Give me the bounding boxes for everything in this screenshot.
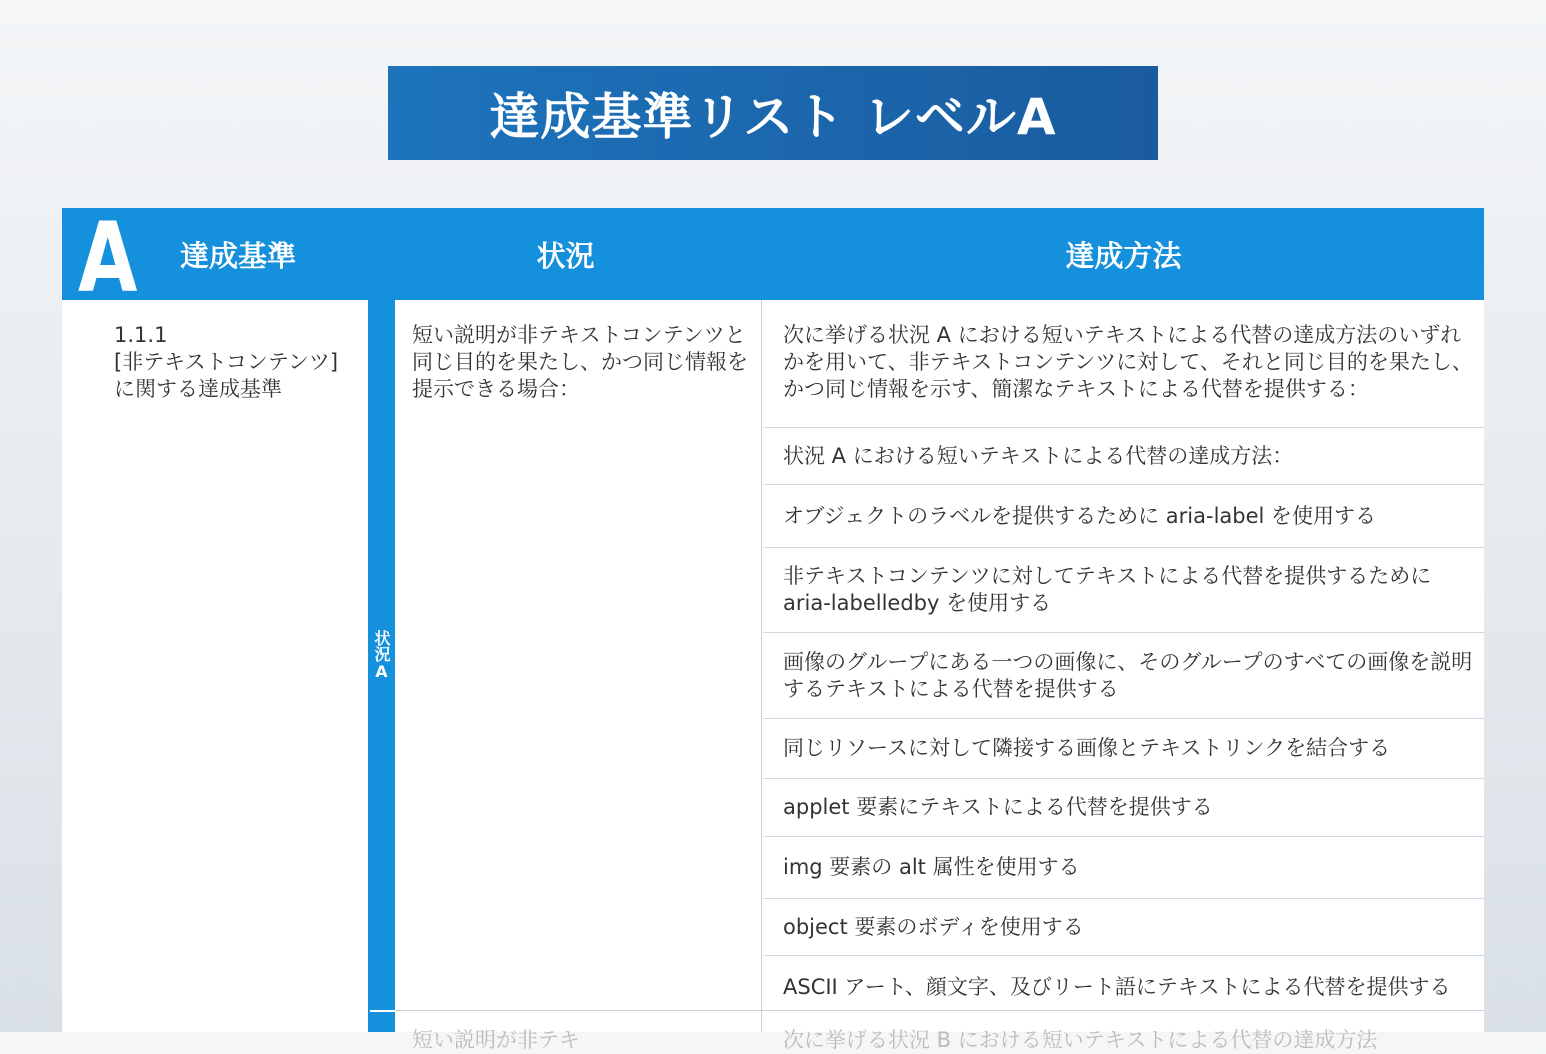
- column-divider: [761, 208, 763, 300]
- method-row: [763, 300, 1484, 428]
- method-row: [763, 428, 1484, 485]
- header-situation-label: 状況: [536, 238, 595, 273]
- method-text: オブジェクトのラベルを提供するために aria-label を使用する: [783, 503, 1377, 528]
- criteria-table: [62, 202, 1484, 1052]
- method-text: 次に挙げる状況 A における短いテキストによる代替の達成方法のいずれかを用いて、非テキストコンテンツに対して、それと同じ目的を果たし、かつ同じ情報を示す、簡潔なテキストによる代替を提供する：: [783, 323, 1473, 401]
- method-row: [763, 899, 1484, 956]
- method-text: 同じリソースに対して隣接する画像とテキストリンクを結合する: [783, 736, 1391, 760]
- method-row: [763, 779, 1484, 837]
- method-text: 画像のグループにある一つの画像に、そのグループのすべての画像を説明するテキストによる代替を提供する: [783, 649, 1473, 701]
- situation-tag-strip: [368, 300, 395, 1010]
- method-text: img 要素の alt 属性を使用する: [783, 855, 1080, 879]
- situation-tag: 状況A: [372, 629, 391, 681]
- method-row: [763, 956, 1484, 1018]
- method-text: object 要素のボディを使用する: [783, 914, 1084, 939]
- header-criterion-label: 達成基準: [179, 238, 296, 273]
- level-letter: A: [78, 202, 138, 314]
- header-criterion: [62, 202, 368, 314]
- column-divider: [761, 300, 762, 1032]
- criterion-text: 1.1.1 [非テキストコンテンツ] に関する達成基準: [114, 323, 339, 401]
- method-text: 状況 A における短いテキストによる代替の達成方法：: [783, 443, 1294, 468]
- page-title-banner: [388, 66, 1158, 160]
- method-text: ASCII アート、顔文字、及びリート語にテキストによる代替を提供する: [783, 974, 1451, 999]
- next-row-situation-partial: 短い説明が非テキ: [412, 1028, 580, 1052]
- method-row: [763, 633, 1484, 719]
- method-row: [763, 548, 1484, 633]
- header-methods: [763, 208, 1484, 300]
- criterion-cell: [114, 322, 354, 403]
- situation-tag-strip-next: [368, 1012, 395, 1032]
- method-row: [763, 485, 1484, 548]
- method-row: [763, 719, 1484, 779]
- method-row: [763, 837, 1484, 899]
- method-text: 非テキストコンテンツに対してテキストによる代替を提供するために aria-labelledby を使用する: [783, 564, 1432, 615]
- row-divider: [395, 1010, 1484, 1011]
- header-methods-label: 達成方法: [1065, 238, 1182, 273]
- situation-cell: [412, 322, 752, 403]
- header-situation: [370, 208, 761, 300]
- method-text: applet 要素にテキストによる代替を提供する: [783, 795, 1213, 819]
- page-title: 達成基準リスト レベルA: [489, 88, 1057, 146]
- next-row-method-partial: 次に挙げる状況 B における短いテキストによる代替の達成方法: [783, 1028, 1378, 1052]
- situation-text: 短い説明が非テキストコンテンツと同じ目的を果たし、かつ同じ情報を提示できる場合：: [412, 323, 748, 401]
